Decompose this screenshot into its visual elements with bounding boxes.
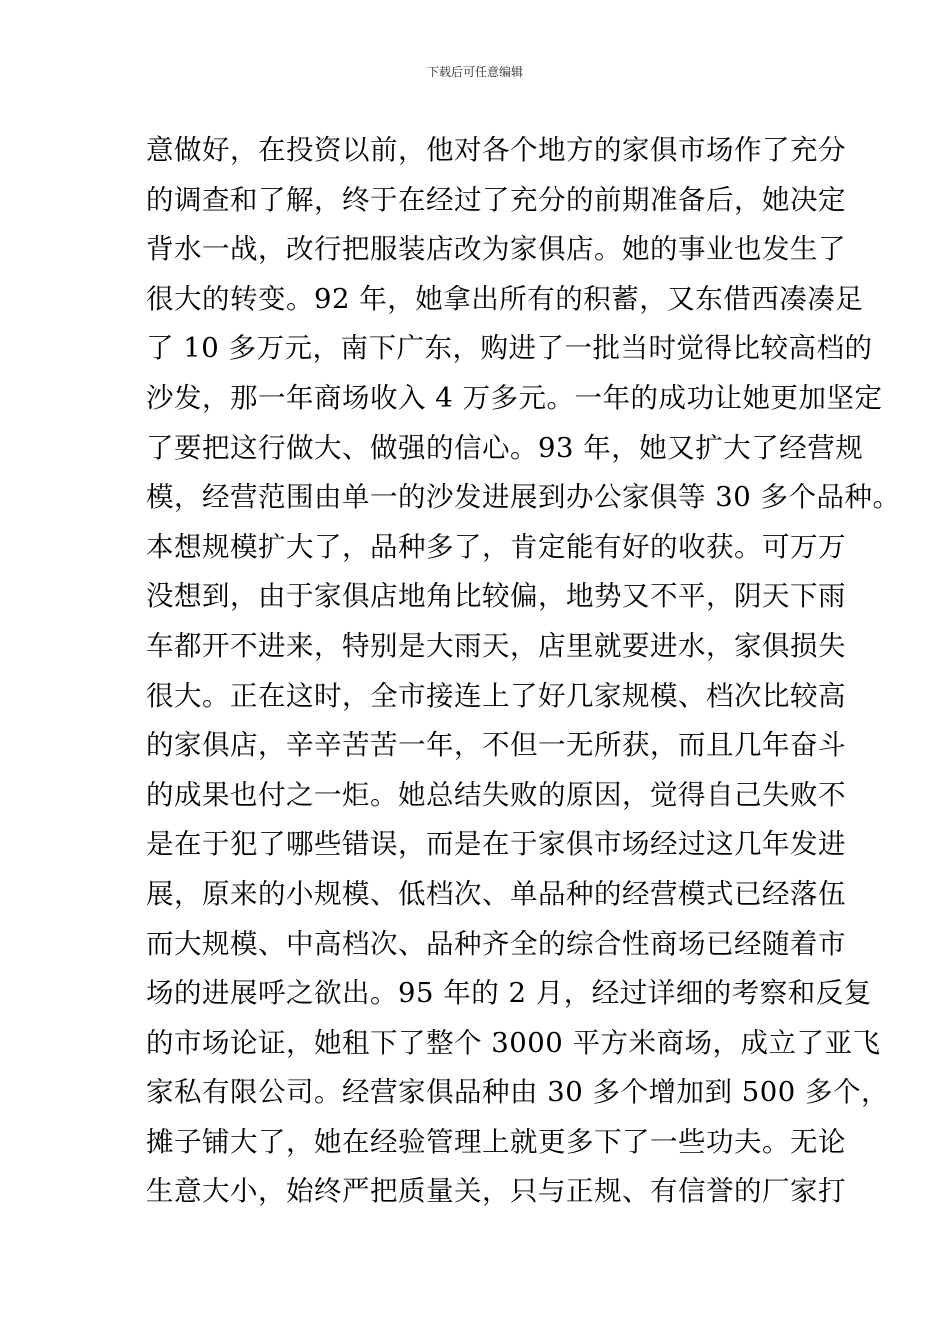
text-line: 很大的转变。92 年，她拿出所有的积蓄，又东借西凑凑足 (146, 282, 864, 315)
text-line: 展，原来的小规模、低档次、单品种的经营模式已经落伍 (146, 877, 846, 910)
text-line: 生意大小，始终严把质量关，只与正规、有信誉的厂家打 (146, 1175, 846, 1208)
text-line: 的市场论证，她租下了整个 3000 平方米商场，成立了亚飞 (146, 1026, 881, 1059)
text-line: 意做好，在投资以前，他对各个地方的家俱市场作了充分 (146, 134, 846, 166)
text-line: 本想规模扩大了，品种多了，肯定能有好的收获。可万万 (146, 530, 846, 563)
text-line: 而大规模、中高档次、品种齐全的综合性商场已经随着市 (146, 927, 846, 960)
text-line: 模，经营范围由单一的沙发进展到办公家俱等 30 多个品种。 (146, 481, 901, 514)
text-line: 没想到，由于家俱店地角比较偏，地势又不平，阴天下雨 (146, 580, 846, 613)
text-line: 摊子铺大了，她在经验管理上就更多下了一些功夫。无论 (146, 1125, 846, 1158)
text-line: 的成果也付之一炬。她总结失败的原因，觉得自己失败不 (146, 778, 846, 811)
document-body (146, 126, 901, 1217)
text-line: 了要把这行做大、做强的信心。93 年，她又扩大了经营规 (146, 431, 864, 464)
text-line: 家私有限公司。经营家俱品种由 30 多个增加到 500 多个， (146, 1076, 889, 1109)
page-header: 下载后可任意编辑 (426, 65, 523, 79)
text-line: 了 10 多万元，南下广东，购进了一批当时觉得比较高档的 (146, 332, 873, 365)
text-line: 车都开不进来，特别是大雨天，店里就要进水，家俱损失 (146, 629, 846, 662)
text-line: 是在于犯了哪些错误，而是在于家俱市场经过这几年发进 (146, 828, 846, 861)
text-line: 背水一战，改行把服装店改为家俱店。她的事业也发生了 (146, 233, 846, 266)
text-line: 很大。正在这时，全市接连上了好几家规模、档次比较高 (146, 679, 846, 712)
text-line: 的家俱店，辛辛苦苦一年，不但一无所获，而且几年奋斗 (146, 729, 846, 762)
text-line: 的调查和了解，终于在经过了充分的前期准备后，她决定 (146, 183, 846, 216)
text-line: 场的进展呼之欲出。95 年的 2 月，经过详细的考察和反复 (146, 977, 872, 1010)
text-line: 沙发，那一年商场收入 4 万多元。一年的成功让她更加坚定 (146, 381, 883, 414)
